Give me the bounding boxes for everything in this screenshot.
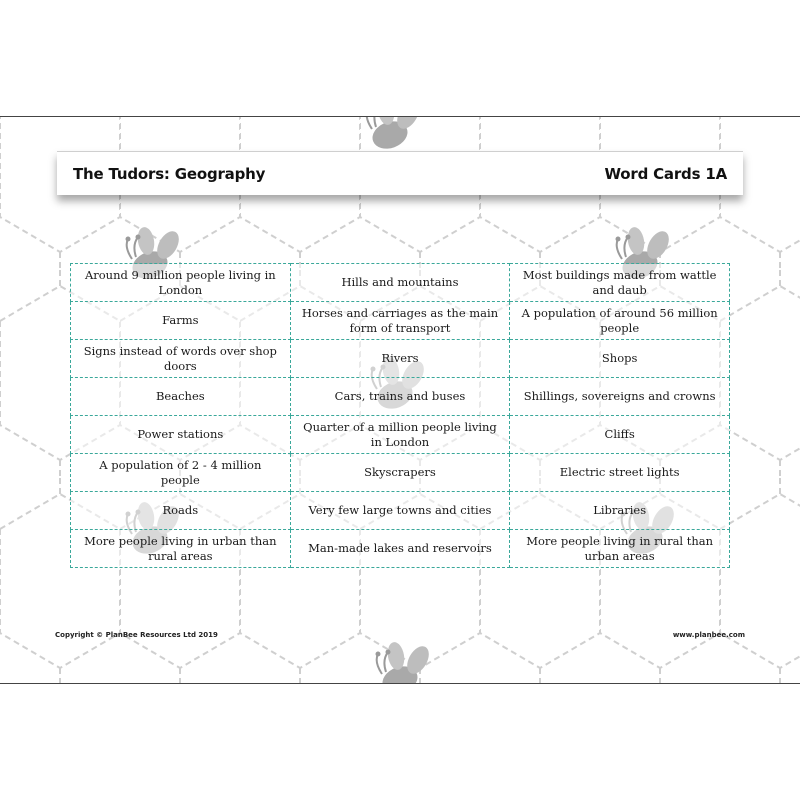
title-banner <box>57 151 743 195</box>
copyright-text: Copyright © PlanBee Resources Ltd 2019 <box>55 631 218 639</box>
word-card: Cliffs <box>510 416 730 454</box>
word-card: Power stations <box>71 416 291 454</box>
word-card: Farms <box>71 302 291 340</box>
word-card: Quarter of a million people living in London <box>290 416 510 454</box>
card-row <box>71 530 730 568</box>
word-card: Very few large towns and cities <box>290 492 510 530</box>
word-card: Cars, trains and buses <box>290 378 510 416</box>
word-card: Around 9 million people living in London <box>71 264 291 302</box>
word-card: Signs instead of words over shop doors <box>71 340 291 378</box>
page-title: The Tudors: Geography <box>73 164 266 183</box>
word-card: Roads <box>71 492 291 530</box>
word-card: Skyscrapers <box>290 454 510 492</box>
card-row <box>71 454 730 492</box>
word-card: Most buildings made from wattle and daub <box>510 264 730 302</box>
word-card: Man-made lakes and reservoirs <box>290 530 510 568</box>
worksheet-page <box>0 116 800 684</box>
word-card: Beaches <box>71 378 291 416</box>
word-card: More people living in rural than urban areas <box>510 530 730 568</box>
word-card: Horses and carriages as the main form of transport <box>290 302 510 340</box>
card-row <box>71 264 730 302</box>
word-card: Shops <box>510 340 730 378</box>
card-set-label: Word Cards 1A <box>604 164 727 183</box>
word-card: A population of around 56 million people <box>510 302 730 340</box>
card-row <box>71 302 730 340</box>
word-card: Shillings, sovereigns and crowns <box>510 378 730 416</box>
word-card-grid <box>70 263 730 568</box>
card-row <box>71 378 730 416</box>
word-card: A population of 2 - 4 million people <box>71 454 291 492</box>
word-card: Hills and mountains <box>290 264 510 302</box>
card-row <box>71 492 730 530</box>
website-link[interactable]: www.planbee.com <box>672 631 745 639</box>
word-card: Libraries <box>510 492 730 530</box>
word-card: Rivers <box>290 340 510 378</box>
card-row <box>71 340 730 378</box>
word-card: Electric street lights <box>510 454 730 492</box>
card-row <box>71 416 730 454</box>
word-card: More people living in urban than rural areas <box>71 530 291 568</box>
